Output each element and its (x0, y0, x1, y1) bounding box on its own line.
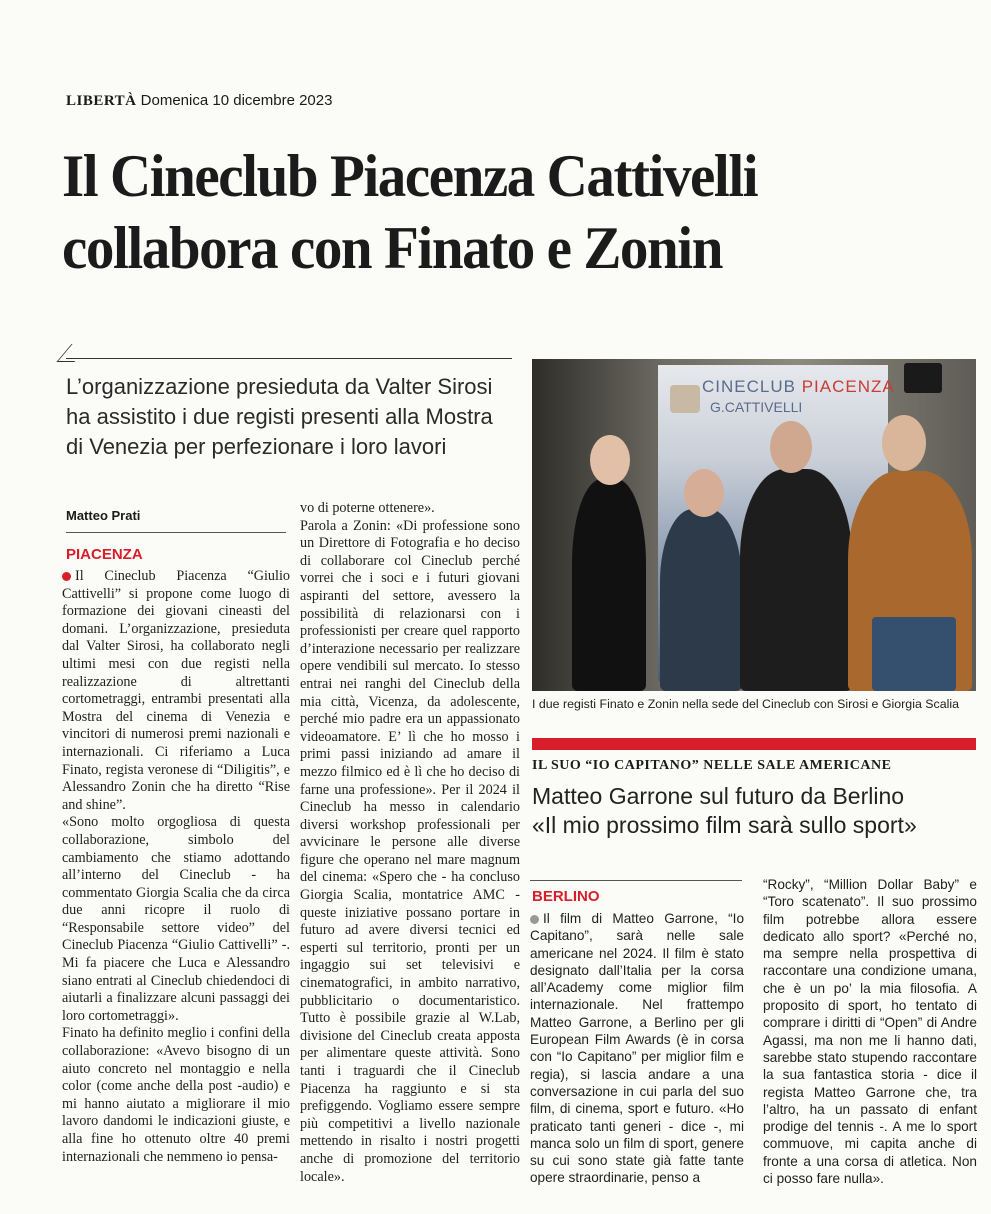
sidebar-headline-line-2: «Il mio prossimo film sarà sullo sport» (532, 812, 917, 838)
main-headline (62, 140, 936, 284)
paragraph: “Rocky”, “Million Dollar Baby” e “Toro scatenato”. Il suo prossimo film potrebbe allora essere dedicato allo sport? «Perché no, ma sempre nella prospettiva di raccontare una condizione umana, che è un po’ la mia filosofia. A proposito di sport, ho tentato di comprare i diritti di “Open” di Andre Agassi, ma non me li hanno dati, sarebbe stato stupendo raccontare la sua fantastica storia - dice il regista Matteo Garrone che, tra l’altro, ha un passato di enfant prodige del tennis -. A me lo sport commuove, mi capita anche di fronte a una corsa di atletica. Non ci posso fare nulla». (763, 877, 977, 1187)
banner-title: CINECLUB PIACENZA (702, 377, 895, 396)
sidebar-headline (532, 782, 982, 840)
paragraph: Parola a Zonin: «Di professione sono un Direttore di Fotografia e ho deciso di collaborare col Cineclub perché vorrei che i soci e i futuri giovani aspiranti del settore, avessero la possibilità di relazionarsi con i professionisti per creare quel rapporto d’interazione necessario per realizzare opere vendibili sul mercato. Io stesso entrai nei ranghi del Cineclub della mia città, Vicenza, da adolescente, perché mio padre era un appassionato videoamatore. E’ lì che ho mosso i primi passi iniziando ad amare il mezzo filmico ed è lì che ho deciso di farne una professione». Per il 2024 il Cineclub ha messo in calendario diversi workshop professionali per avvicinare le persone alle diverse figure che operano nel mare magnum del cinema: «Spero che - ha concluso Giorgia Scalia, montatrice AMC - queste iniziative possano portare in futuro ad avere diversi tecnici ed esperti sul territorio, pronti per un ingaggio sui set televisivi e cinematografici, in ambito narrativo, pubblicitario o documentaristico. Tutto è possibile grazie al W.Lab, divisione del Cineclub creata apposta per alimentare queste attività. Sono tanti i traguardi che il Cineclub Piacenza ha raggiunto e si sta prefiggendo. Vogliamo essere sempre più competitivi a livello nazionale mettendo in risalto i nostri progetti anche di promozione del territorio locale». (300, 517, 520, 1185)
article-photo (532, 359, 976, 691)
person-woman (572, 479, 646, 691)
photo-caption: I due registi Finato e Zonin nella sede del Cineclub con Sirosi e Giorgia Scalia (532, 697, 960, 711)
divider (66, 358, 512, 359)
banner-subtitle: G.CATTIVELLI (710, 399, 803, 415)
paragraph: vo di poterne ottenere». (300, 500, 435, 516)
issue-date: Domenica 10 dicembre 2023 (140, 92, 333, 109)
sidebar-kicker: IL SUO “IO CAPITANO” NELLE SALE AMERICANE (532, 758, 892, 773)
person-jeans (872, 617, 956, 691)
subhead-line-3: di Venezia per perfezionare i loro lavori (66, 434, 447, 459)
paragraph: «Sono molto orgogliosa di questa collaborazione, simbolo del cambiamento che stiamo adottando all’interno del Cineclub - ha commentato Giorgia Scalia che da circa due anni ricopre il ruolo di “Responsabile settore video” del Cineclub Piacenza “Giulio Cattivelli” -. Mi fa piacere che Luca e Alessandro siano entrati al Cineclub chiedendoci di aiutarli a finalizzare alcuni passaggi dei loro cortometraggi». (62, 814, 290, 1024)
sidebar-column-2 (763, 876, 977, 1187)
bullet-dot-icon (62, 572, 71, 581)
cineclub-logo-icon (670, 385, 700, 413)
dateline-berlino: BERLINO (532, 888, 600, 905)
paragraph: Il Cineclub Piacenza “Giulio Cattivelli” si propone come luogo di formazione dei giovani cineasti del domani. L’organizzazione, presieduta dal Valter Sirosi, ha collaborato negli ultimi mesi con due registi nella realizzazione di altrettanti cortometraggi, entrambi presentati alla Mostra del cinema di Venezia e vincitori di numerosi premi nazionali e internazionali. Ci riferiamo a Luca Finato, regista veronese di “Diligitis”, e Alessandro Zonin che ha diretto “Rise and shine”. (62, 568, 290, 813)
article-column-2 (300, 500, 520, 1186)
divider-tick (56, 344, 89, 362)
person-head (882, 415, 926, 471)
section-red-bar (532, 738, 976, 750)
person-head (590, 435, 630, 485)
newspaper-brand: LIBERTÀ (66, 93, 137, 109)
speaker-icon (904, 363, 942, 393)
person-head (770, 421, 812, 473)
subhead-line-2: ha assistito i due registi presenti alla Mostra (66, 404, 493, 429)
byline: Matteo Prati (66, 508, 141, 523)
person-man-center (740, 469, 852, 691)
sidebar-column-1 (530, 910, 744, 1187)
person-head (684, 469, 724, 517)
subheadline (66, 372, 512, 462)
bullet-dot-icon (530, 915, 539, 924)
sidebar-headline-line-1: Matteo Garrone sul futuro da Berlino (532, 783, 905, 809)
headline-line-2: collabora con Finato e Zonin (62, 215, 722, 281)
subhead-line-1: L’organizzazione presieduta da Valter Sirosi (66, 374, 493, 399)
person-elderly-man (660, 509, 742, 691)
dateline-rule (530, 880, 742, 881)
byline-rule (66, 532, 286, 533)
page-header (66, 92, 332, 110)
headline-line-1: Il Cineclub Piacenza Cattivelli (62, 143, 758, 209)
paragraph: Finato ha definito meglio i confini della collaborazione: «Avevo bisogno di un aiuto concreto nel montaggio e nella color (come anche della post -audio) e mi hanno aiutato a migliorare il mio lavoro dandomi le indicazioni giuste, e alla fine ho ottenuto oltre 40 premi internazionali che nemmeno io pensa- (62, 1025, 290, 1165)
dateline-piacenza: PIACENZA (66, 546, 143, 563)
article-column-1 (62, 568, 290, 1166)
paragraph: Il film di Matteo Garrone, “Io Capitano”, sarà nelle sale americane nel 2024. Il film è stato designato dall’Italia per la corsa all’Academy come miglior film internazionale. Nel frattempo Matteo Garrone, a Berlino per gli European Film Awards (è in corsa con “Io Capitano” per miglior film e regia), si lascia andare a una conversazione in cui parla del suo film, di cinema, sport e futuro. «Ho praticato tanti generi - dice -, mi manca solo un film di sport, genere su cui sono state già fatte tante opere straordinarie, penso a (530, 911, 744, 1186)
